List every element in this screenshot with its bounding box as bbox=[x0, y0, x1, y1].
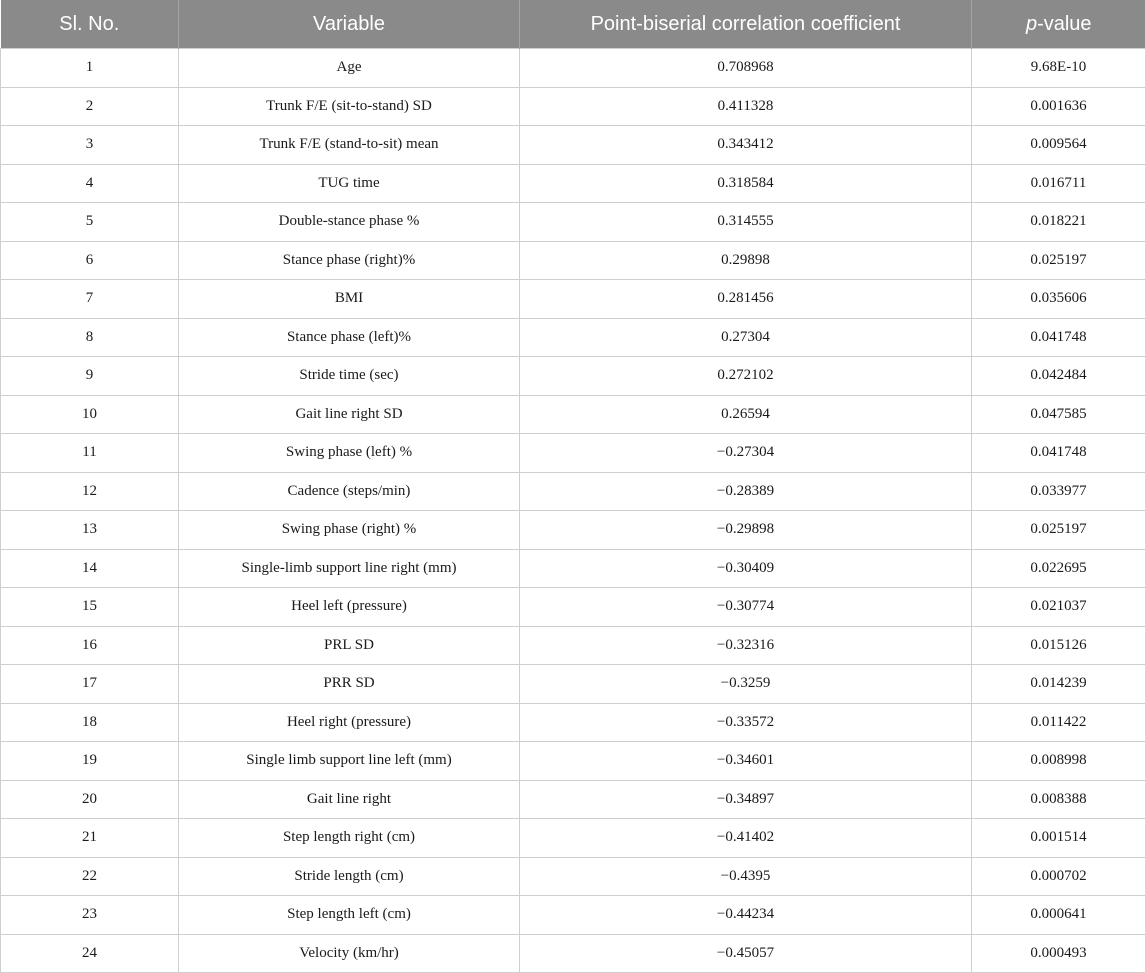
table-row bbox=[1, 472, 1145, 511]
cell-p-value: 0.021037 bbox=[972, 588, 1145, 627]
cell-variable: Trunk F/E (sit-to-stand) SD bbox=[179, 87, 520, 126]
table-row bbox=[1, 318, 1145, 357]
cell-coefficient: −0.41402 bbox=[520, 819, 972, 858]
table-row bbox=[1, 588, 1145, 627]
cell-p-value: 0.014239 bbox=[972, 665, 1145, 704]
header-sl-no: Sl. No. bbox=[1, 0, 179, 49]
cell-coefficient: 0.314555 bbox=[520, 203, 972, 242]
cell-coefficient: 0.343412 bbox=[520, 126, 972, 165]
table-row bbox=[1, 280, 1145, 319]
cell-p-value: 0.025197 bbox=[972, 241, 1145, 280]
cell-variable: Heel right (pressure) bbox=[179, 703, 520, 742]
cell-p-value: 0.008388 bbox=[972, 780, 1145, 819]
cell-variable: Step length right (cm) bbox=[179, 819, 520, 858]
header-variable: Variable bbox=[179, 0, 520, 49]
cell-sl-no: 22 bbox=[1, 857, 179, 896]
table-body bbox=[1, 49, 1145, 973]
cell-p-value: 0.001514 bbox=[972, 819, 1145, 858]
cell-coefficient: −0.30774 bbox=[520, 588, 972, 627]
cell-p-value: 0.015126 bbox=[972, 626, 1145, 665]
table-row bbox=[1, 395, 1145, 434]
table-row bbox=[1, 87, 1145, 126]
table-row bbox=[1, 626, 1145, 665]
cell-variable: Single-limb support line right (mm) bbox=[179, 549, 520, 588]
cell-variable: PRL SD bbox=[179, 626, 520, 665]
cell-p-value: 0.000641 bbox=[972, 896, 1145, 935]
cell-coefficient: 0.411328 bbox=[520, 87, 972, 126]
cell-variable: Cadence (steps/min) bbox=[179, 472, 520, 511]
cell-coefficient: −0.3259 bbox=[520, 665, 972, 704]
cell-sl-no: 9 bbox=[1, 357, 179, 396]
cell-variable: Heel left (pressure) bbox=[179, 588, 520, 627]
cell-sl-no: 10 bbox=[1, 395, 179, 434]
cell-variable: Stance phase (left)% bbox=[179, 318, 520, 357]
cell-sl-no: 18 bbox=[1, 703, 179, 742]
header-row bbox=[1, 0, 1145, 49]
cell-sl-no: 14 bbox=[1, 549, 179, 588]
cell-variable: Stride time (sec) bbox=[179, 357, 520, 396]
cell-sl-no: 13 bbox=[1, 511, 179, 550]
cell-coefficient: −0.29898 bbox=[520, 511, 972, 550]
table-row bbox=[1, 896, 1145, 935]
cell-variable: Single limb support line left (mm) bbox=[179, 742, 520, 781]
cell-sl-no: 11 bbox=[1, 434, 179, 473]
cell-sl-no: 16 bbox=[1, 626, 179, 665]
cell-coefficient: −0.44234 bbox=[520, 896, 972, 935]
cell-variable: Gait line right SD bbox=[179, 395, 520, 434]
cell-variable: Step length left (cm) bbox=[179, 896, 520, 935]
header-p-value-rest: -value bbox=[1037, 13, 1091, 35]
cell-p-value: 0.041748 bbox=[972, 318, 1145, 357]
table-row bbox=[1, 934, 1145, 973]
cell-variable: Velocity (km/hr) bbox=[179, 934, 520, 973]
table-row bbox=[1, 665, 1145, 704]
cell-coefficient: −0.33572 bbox=[520, 703, 972, 742]
cell-p-value: 0.009564 bbox=[972, 126, 1145, 165]
cell-variable: Swing phase (left) % bbox=[179, 434, 520, 473]
table-row bbox=[1, 857, 1145, 896]
cell-sl-no: 19 bbox=[1, 742, 179, 781]
cell-sl-no: 2 bbox=[1, 87, 179, 126]
cell-sl-no: 6 bbox=[1, 241, 179, 280]
table-row bbox=[1, 549, 1145, 588]
table-row bbox=[1, 434, 1145, 473]
cell-sl-no: 23 bbox=[1, 896, 179, 935]
table-row bbox=[1, 511, 1145, 550]
cell-variable: BMI bbox=[179, 280, 520, 319]
cell-sl-no: 12 bbox=[1, 472, 179, 511]
cell-coefficient: −0.45057 bbox=[520, 934, 972, 973]
cell-coefficient: 0.272102 bbox=[520, 357, 972, 396]
table-row bbox=[1, 49, 1145, 88]
header-p-value bbox=[972, 0, 1145, 49]
cell-coefficient: −0.34601 bbox=[520, 742, 972, 781]
table-row bbox=[1, 742, 1145, 781]
table-row bbox=[1, 703, 1145, 742]
cell-variable: TUG time bbox=[179, 164, 520, 203]
cell-p-value: 0.011422 bbox=[972, 703, 1145, 742]
cell-sl-no: 15 bbox=[1, 588, 179, 627]
cell-sl-no: 3 bbox=[1, 126, 179, 165]
cell-coefficient: −0.32316 bbox=[520, 626, 972, 665]
cell-variable: Double-stance phase % bbox=[179, 203, 520, 242]
cell-p-value: 0.025197 bbox=[972, 511, 1145, 550]
cell-variable: PRR SD bbox=[179, 665, 520, 704]
cell-variable: Trunk F/E (stand-to-sit) mean bbox=[179, 126, 520, 165]
cell-sl-no: 24 bbox=[1, 934, 179, 973]
cell-p-value: 0.033977 bbox=[972, 472, 1145, 511]
cell-p-value: 0.001636 bbox=[972, 87, 1145, 126]
cell-variable: Swing phase (right) % bbox=[179, 511, 520, 550]
cell-variable: Gait line right bbox=[179, 780, 520, 819]
cell-p-value: 0.042484 bbox=[972, 357, 1145, 396]
cell-coefficient: −0.34897 bbox=[520, 780, 972, 819]
cell-sl-no: 8 bbox=[1, 318, 179, 357]
header-coefficient: Point-biserial correlation coefficient bbox=[520, 0, 972, 49]
cell-coefficient: −0.28389 bbox=[520, 472, 972, 511]
cell-p-value: 0.018221 bbox=[972, 203, 1145, 242]
table-row bbox=[1, 819, 1145, 858]
cell-p-value: 0.008998 bbox=[972, 742, 1145, 781]
cell-coefficient: −0.27304 bbox=[520, 434, 972, 473]
cell-variable: Stance phase (right)% bbox=[179, 241, 520, 280]
cell-p-value: 0.000702 bbox=[972, 857, 1145, 896]
cell-p-value: 0.022695 bbox=[972, 549, 1145, 588]
cell-sl-no: 7 bbox=[1, 280, 179, 319]
table-row bbox=[1, 780, 1145, 819]
cell-p-value: 9.68E-10 bbox=[972, 49, 1145, 88]
table-row bbox=[1, 164, 1145, 203]
cell-p-value: 0.016711 bbox=[972, 164, 1145, 203]
cell-sl-no: 4 bbox=[1, 164, 179, 203]
table-row bbox=[1, 357, 1145, 396]
table-row bbox=[1, 241, 1145, 280]
cell-p-value: 0.047585 bbox=[972, 395, 1145, 434]
cell-coefficient: 0.281456 bbox=[520, 280, 972, 319]
table-row bbox=[1, 126, 1145, 165]
cell-coefficient: 0.708968 bbox=[520, 49, 972, 88]
cell-coefficient: 0.27304 bbox=[520, 318, 972, 357]
cell-p-value: 0.041748 bbox=[972, 434, 1145, 473]
cell-sl-no: 20 bbox=[1, 780, 179, 819]
table-row bbox=[1, 203, 1145, 242]
cell-sl-no: 21 bbox=[1, 819, 179, 858]
cell-p-value: 0.000493 bbox=[972, 934, 1145, 973]
cell-coefficient: 0.29898 bbox=[520, 241, 972, 280]
cell-p-value: 0.035606 bbox=[972, 280, 1145, 319]
cell-sl-no: 5 bbox=[1, 203, 179, 242]
table-header bbox=[1, 0, 1145, 49]
cell-coefficient: −0.30409 bbox=[520, 549, 972, 588]
cell-variable: Stride length (cm) bbox=[179, 857, 520, 896]
header-p-value-italic: p bbox=[1026, 13, 1037, 35]
cell-coefficient: 0.318584 bbox=[520, 164, 972, 203]
cell-sl-no: 17 bbox=[1, 665, 179, 704]
cell-coefficient: 0.26594 bbox=[520, 395, 972, 434]
cell-sl-no: 1 bbox=[1, 49, 179, 88]
cell-variable: Age bbox=[179, 49, 520, 88]
cell-coefficient: −0.4395 bbox=[520, 857, 972, 896]
